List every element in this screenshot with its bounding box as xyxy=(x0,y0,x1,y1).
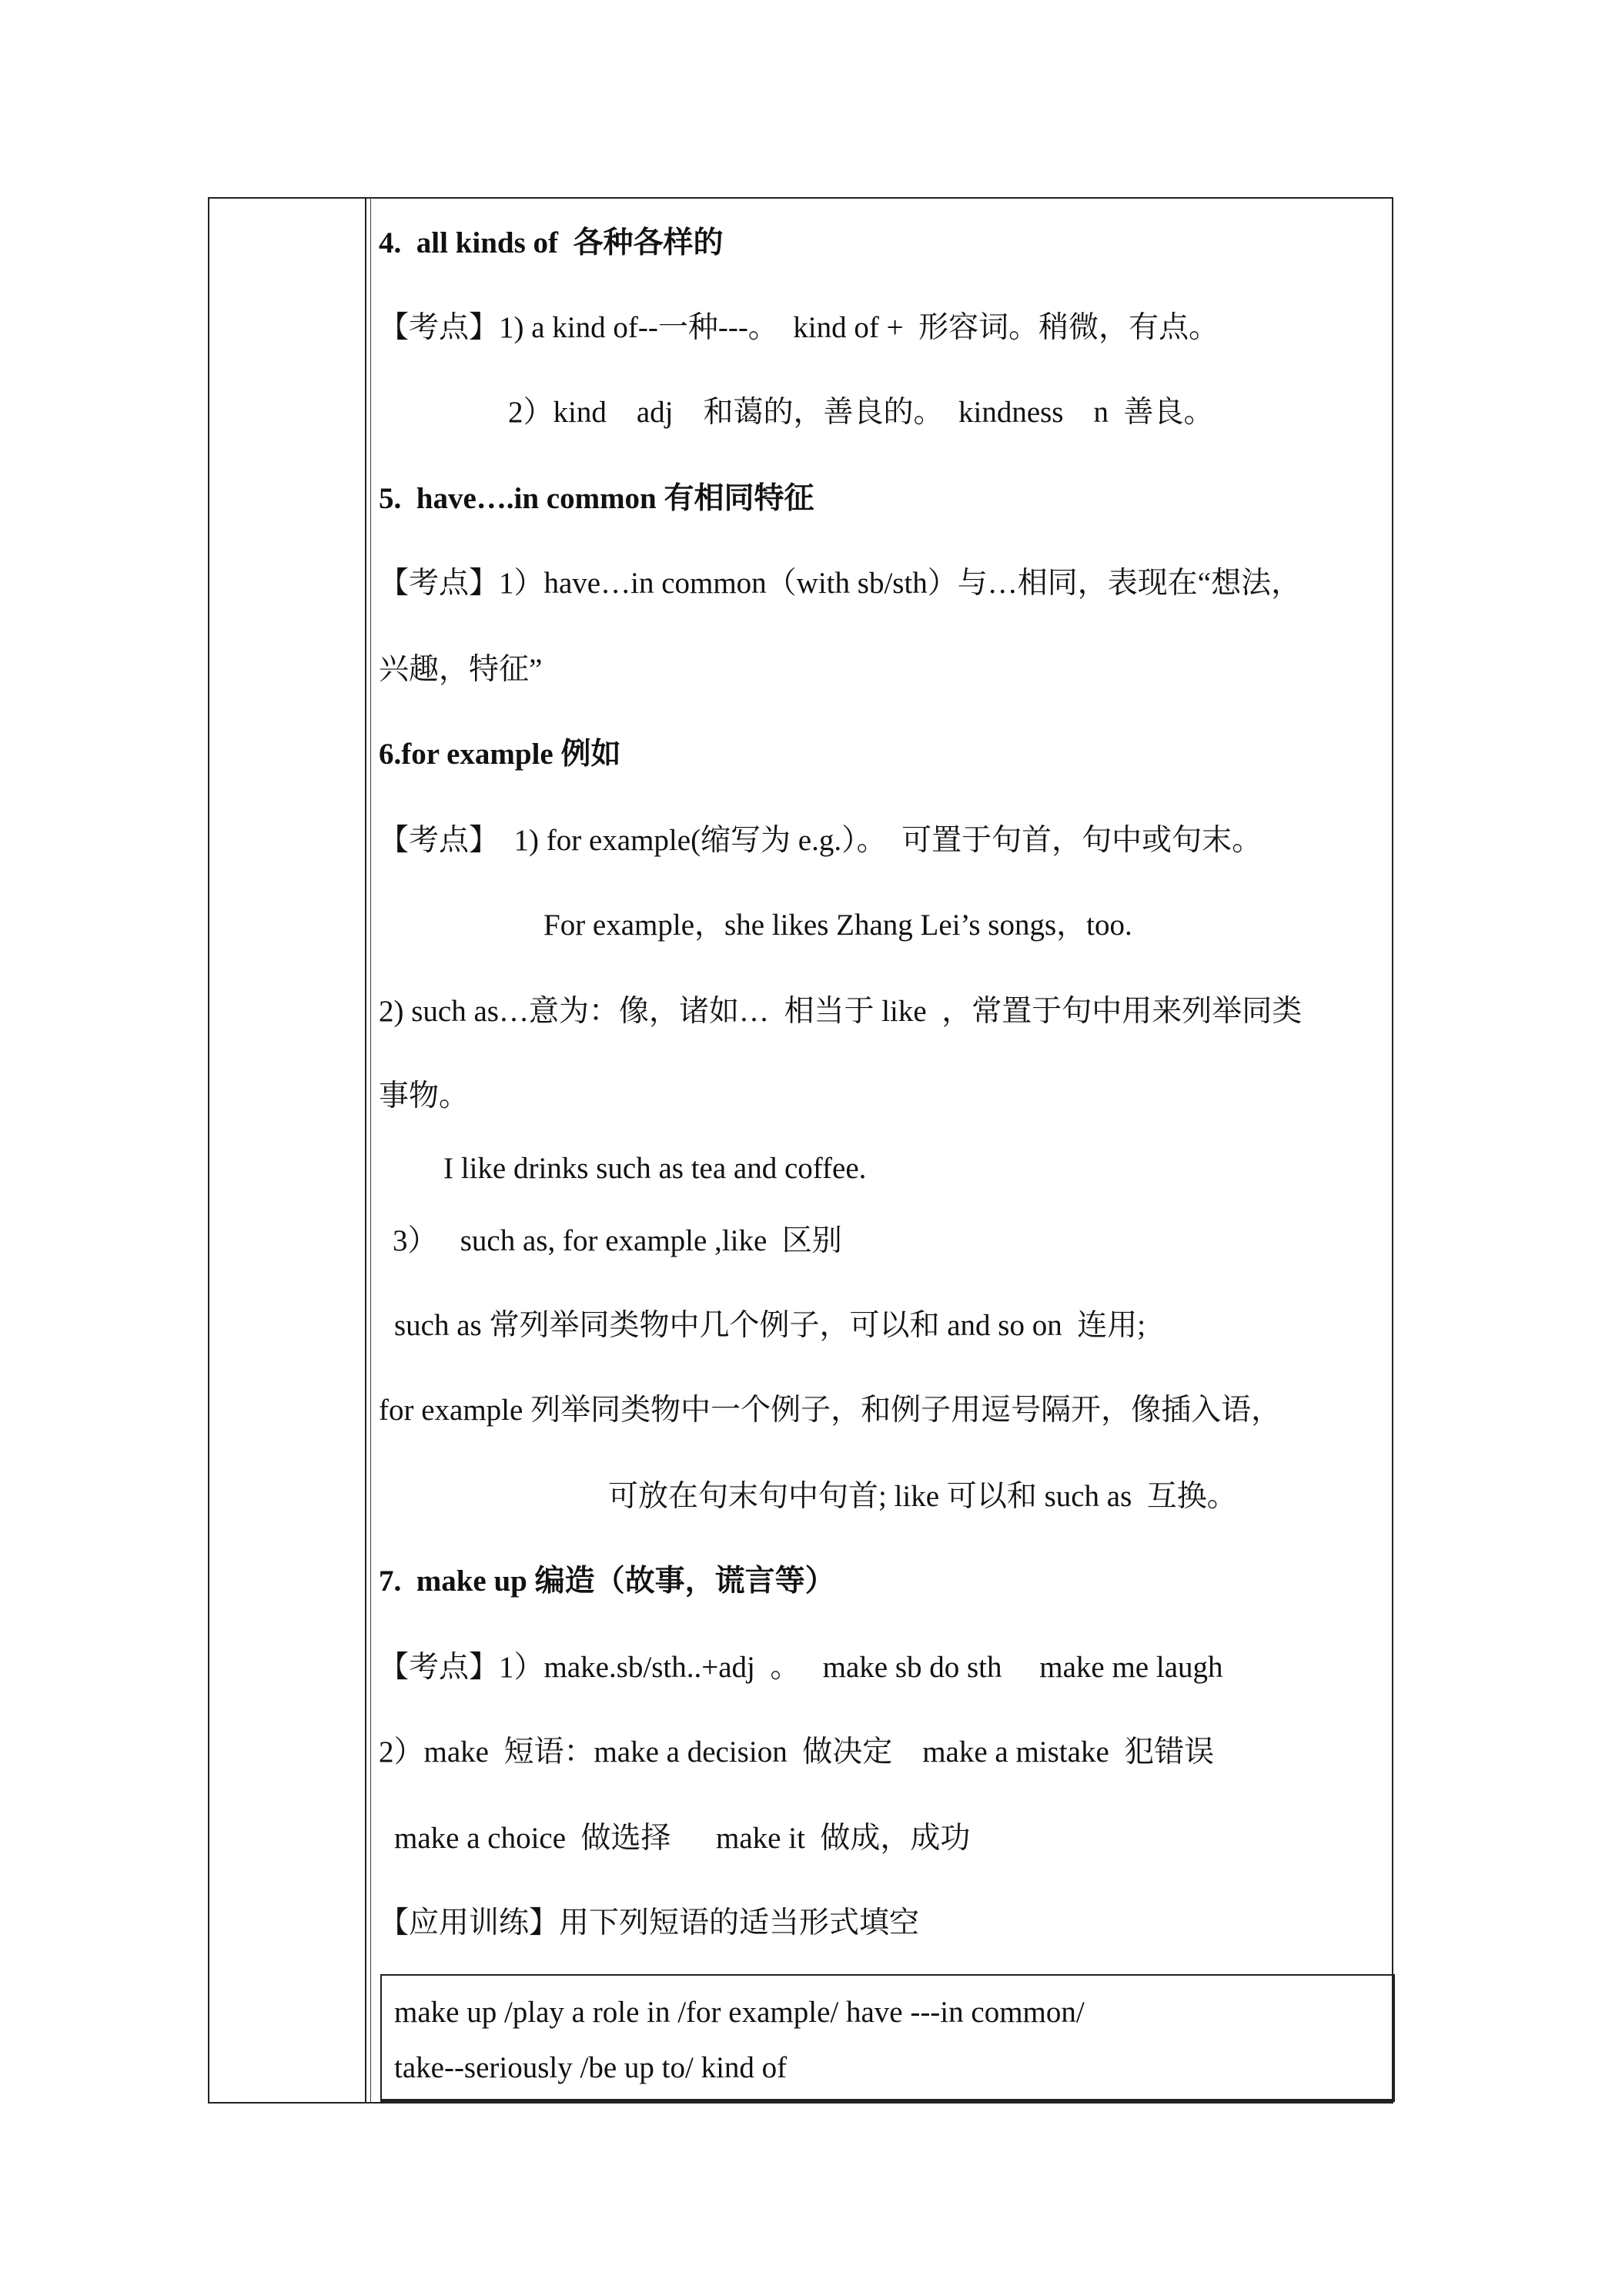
key-point-have-in-common-cont: 兴趣，特征” xyxy=(379,653,543,686)
practice-phrases-line-1: make up /play a role in /for example/ have ---in common/ xyxy=(394,1996,1085,2029)
explanation-for-example: for example 列举同类物中一个例子，和例子用逗号隔开，像插入语， xyxy=(379,1394,1282,1427)
heading-for-example: 6.for example 例如 xyxy=(379,738,621,771)
key-point-kind-adj: 2）kind adj 和蔼的，善良的。 kindness n 善良。 xyxy=(508,396,1214,429)
example-sentence-zhang-lei: For example，she likes Zhang Lei’s songs，too. xyxy=(543,909,1132,942)
key-point-make-phrases: 2）make 短语：make a decision 做决定 make a mistake 犯错误 xyxy=(379,1735,1215,1769)
heading-have-in-common: 5. have….in common 有相同特征 xyxy=(379,482,814,515)
heading-make-up: 7. make up 编造（故事，谎言等） xyxy=(379,1565,835,1598)
key-point-make: 【考点】1）make.sb/sth..+adj 。 make sb do sth make me laugh xyxy=(379,1651,1223,1684)
key-point-kind-of: 【考点】1) a kind of--一种---。 kind of + 形容词。稍微，有点。 xyxy=(379,311,1219,344)
key-point-for-example: 【考点】 1) for example(缩写为 e.g.）。 可置于句首，句中或句末。 xyxy=(379,824,1262,857)
practice-heading: 【应用训练】用下列短语的适当形式填空 xyxy=(379,1906,920,1940)
practice-phrases-line-2: take--seriously /be up to/ kind of xyxy=(394,2051,788,2084)
explanation-like: 可放在句末句中句首; like 可以和 such as 互换。 xyxy=(608,1480,1237,1513)
table-column-divider xyxy=(365,197,366,2104)
example-sentence-drinks: I like drinks such as tea and coffee. xyxy=(443,1152,867,1185)
key-point-make-phrases-cont: make a choice 做选择 make it 做成，成功 xyxy=(394,1822,971,1855)
key-point-such-as-cont: 事物。 xyxy=(379,1079,470,1113)
practice-box-bottom-border xyxy=(380,2099,1395,2100)
explanation-such-as: such as 常列举同类物中几个例子，可以和 and so on 连用; xyxy=(394,1309,1146,1342)
key-point-have-in-common: 【考点】1）have…in common（with sb/sth）与…相同，表现在“想法， xyxy=(379,567,1302,600)
table-column-divider-inner xyxy=(370,197,371,2104)
key-point-difference: 3） such as, for example ,like 区别 xyxy=(393,1224,842,1257)
heading-all-kinds-of: 4. all kinds of 各种各样的 xyxy=(379,226,724,259)
key-point-such-as: 2) such as…意为：像，诸如… 相当于 like ，常置于句中用来列举同类 xyxy=(379,995,1303,1028)
